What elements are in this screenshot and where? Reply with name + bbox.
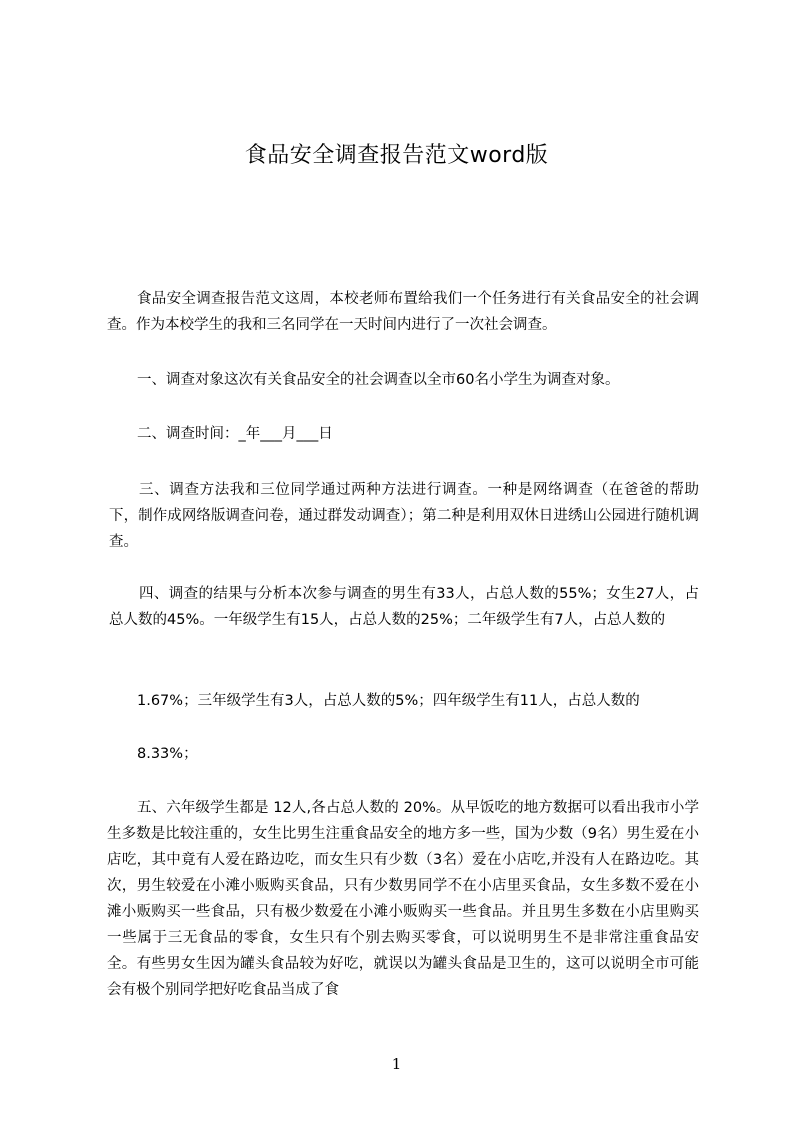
paragraph-survey-method: 三、调查方法我和三位同学通过两种方法进行调查。一种是网络调查（在爸爸的帮助下，制作成网络版调查问卷，通过群发动调查）；第二种是利用双休日进绣山公园进行随机调查。 bbox=[109, 482, 699, 550]
paragraph-grade-analysis: 五、六年级学生都是 12人,各占总人数的 20%。从早饭吃的地方数据可以看出我市小学生多数是比较注重的，女生比男生注重食品安全的地方多一些，国为少数（9名）男生爱在小店吃，其中竟有人爱在路边吃，而女生只有少数（3名）爱在小店吃,并没有人在路边吃。其次，男生较爱在小滩小贩购买食品，只有少数男同学不在小店里买食品，女生多数不爱在小滩小贩购买一些食品，只有极少数爱在小滩小贩购买一些食品。并且男生多数在小店里购买一些属于三无食品的零食，女生只有个别去购买零食，可以说明男生不是非常注重食品安全。有些男女生因为罐头食品较为好吃，就误以为罐头食品是卫生的，这可以说明全市可能会有极个别同学把好吃食品当成了食 bbox=[107, 800, 699, 998]
paragraph-survey-results: 四、调查的结果与分析本次参与调查的男生有33人，占总人数的55%；女生27人，占总人数的45%。一年级学生有15人，占总人数的25%；二年级学生有7人，占总人数的 bbox=[109, 586, 699, 628]
paragraph-survey-results-cont2: 8.33%； bbox=[137, 746, 198, 762]
page-number: 1 bbox=[391, 1055, 402, 1073]
document-title: 食品安全调查报告范文word版 bbox=[244, 143, 549, 168]
paragraph-survey-time: 二、调查时间：_年___月___日 bbox=[137, 426, 333, 442]
paragraph-intro: 食品安全调查报告范文这周，本校老师布置给我们一个任务进行有关食品安全的社会调查。作为本校学生的我和三名同学在一天时间内进行了一次社会调查。 bbox=[107, 291, 699, 333]
paragraph-survey-subject: 一、调查对象这次有关食品安全的社会调查以全市60名小学生为调查对象。 bbox=[137, 372, 620, 388]
paragraph-survey-results-cont1: 1.67%；三年级学生有3人，占总人数的5%；四年级学生有11人，占总人数的 bbox=[137, 693, 640, 709]
